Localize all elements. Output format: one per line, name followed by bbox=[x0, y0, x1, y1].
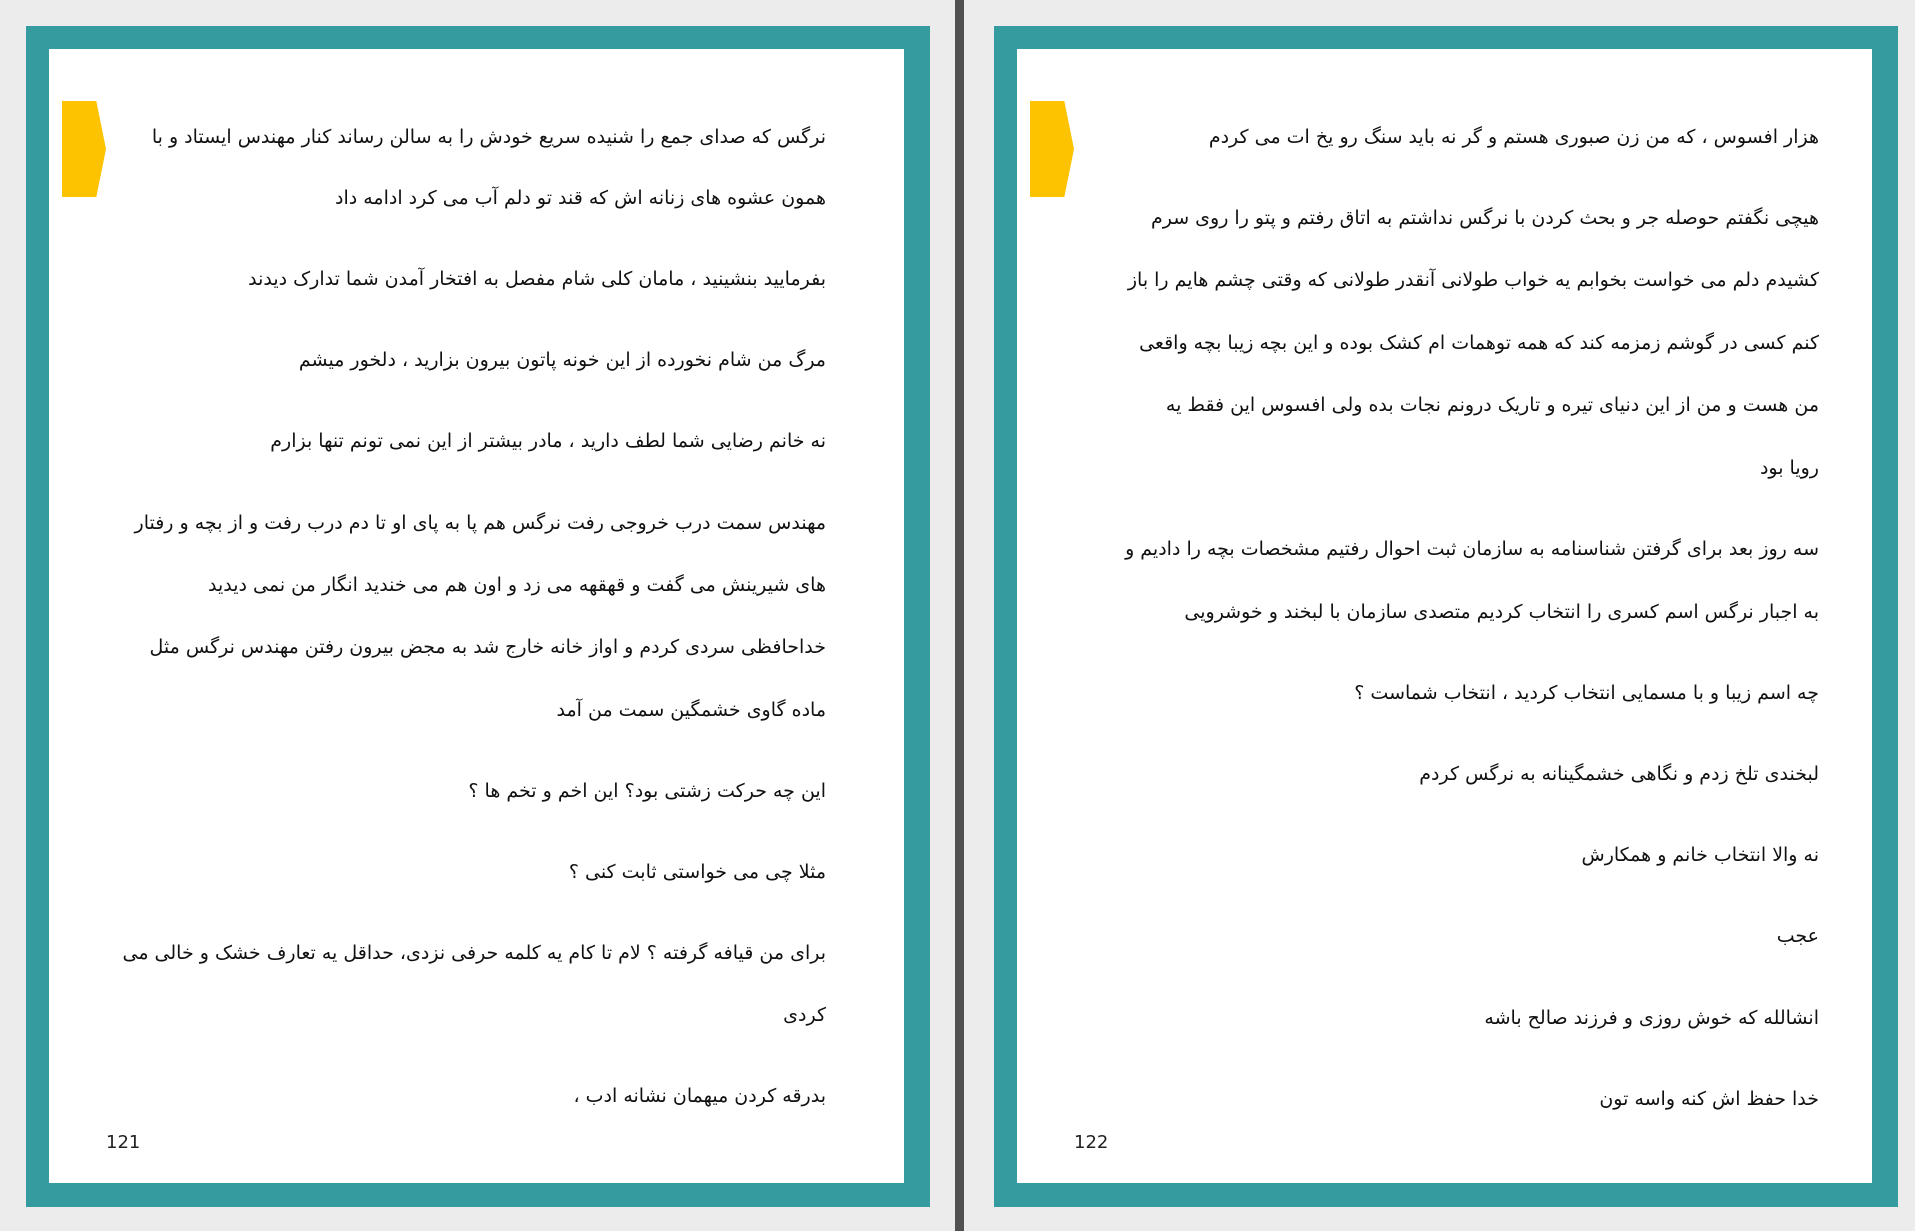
page-number: 121 bbox=[106, 1132, 141, 1153]
text-line: ماده گاوی خشمگین سمت من آمد bbox=[556, 699, 826, 721]
text-line: به اجبار نرگس اسم کسری را انتخاب کردیم متصدی سازمان با لبخند و خوشرویی bbox=[1184, 601, 1819, 623]
text-line: های شیرینش می گفت و قهقهه می زد و اون هم می خندید انگار من نمی دیدید bbox=[208, 574, 826, 596]
left-page-text bbox=[49, 49, 904, 1183]
text-line: همون عشوه های زنانه اش که قند تو دلم آب می کرد ادامه داد bbox=[335, 187, 826, 209]
right-page-content bbox=[1017, 49, 1872, 1183]
spread-divider bbox=[955, 0, 964, 1231]
text-line: بدرقه کردن میهمان نشانه ادب ، bbox=[573, 1085, 826, 1107]
text-line: مرگ من شام نخورده از این خونه پاتون بیرون بزارید ، دلخور میشم bbox=[298, 349, 826, 371]
text-line: لبخندی تلخ زدم و نگاهی خشمگینانه به نرگس کردم bbox=[1419, 763, 1819, 785]
text-line: نه خانم رضایی شما لطف دارید ، مادر بیشتر از این نمی تونم تنها بزارم bbox=[270, 430, 826, 452]
text-line: کشیدم دلم می خواست بخوابم یه خواب طولانی آنقدر طولانی که وقتی چشم هایم را باز bbox=[1127, 269, 1819, 291]
left-page-content bbox=[49, 49, 904, 1183]
right-page-text bbox=[1017, 49, 1872, 1183]
text-line: نرگس که صدای جمع را شنیده سریع خودش را به سالن رساند کنار مهندس ایستاد و با bbox=[151, 126, 826, 148]
text-line: برای من قیافه گرفته ؟ لام تا کام یه کلمه حرفی نزدی، حداقل یه تعارف خشک و خالی می bbox=[122, 942, 826, 964]
text-line: هزار افسوس ، که من زن صبوری هستم و گر نه باید سنگ رو یخ ات می کردم bbox=[1208, 126, 1819, 148]
left-page bbox=[26, 26, 930, 1207]
text-line: من هست و من از این دنیای تیره و تاریک درونم نجات بده ولی افسوس این فقط یه bbox=[1165, 394, 1819, 416]
text-line: مهندس سمت درب خروجی رفت نرگس هم پا به پای او تا دم درب رفت و از بچه و رفتار bbox=[134, 512, 826, 534]
text-line: کنم کسی در گوشم زمزمه کند که همه توهمات ام کشک بوده و این بچه زیبا بچه واقعی bbox=[1139, 332, 1819, 354]
text-line: سه روز بعد برای گرفتن شناسنامه به سازمان ثبت احوال رفتیم مشخصات بچه را دادیم و bbox=[1125, 538, 1819, 560]
right-page bbox=[994, 26, 1898, 1207]
text-line: عجب bbox=[1776, 925, 1819, 947]
text-line: خدا حفظ اش کنه واسه تون bbox=[1599, 1088, 1819, 1110]
text-line: نه والا انتخاب خانم و همکارش bbox=[1581, 844, 1819, 866]
text-line: بفرمایید بنشینید ، مامان کلی شام مفصل به افتخار آمدن شما تدارک دیدند bbox=[248, 268, 826, 290]
page-number: 122 bbox=[1074, 1132, 1109, 1153]
text-line: کردی bbox=[783, 1004, 826, 1026]
text-line: انشالله که خوش روزی و فرزند صالح باشه bbox=[1484, 1007, 1819, 1029]
text-line: رویا بود bbox=[1759, 457, 1819, 479]
text-line: چه اسم زیبا و با مسمایی انتخاب کردید ، انتخاب شماست ؟ bbox=[1354, 682, 1819, 704]
text-line: هیچی نگفتم حوصله جر و بحث کردن با نرگس نداشتم به اتاق رفتم و پتو را روی سرم bbox=[1150, 207, 1819, 229]
text-line: خداحافظی سردی کردم و اواز خانه خارج شد به مجض بیرون رفتن مهندس نرگس مثل bbox=[149, 636, 826, 658]
text-line: این چه حرکت زشتی بود؟ این اخم و تخم ها ؟ bbox=[468, 780, 826, 802]
text-line: مثلا چی می خواستی ثابت کنی ؟ bbox=[568, 861, 826, 883]
